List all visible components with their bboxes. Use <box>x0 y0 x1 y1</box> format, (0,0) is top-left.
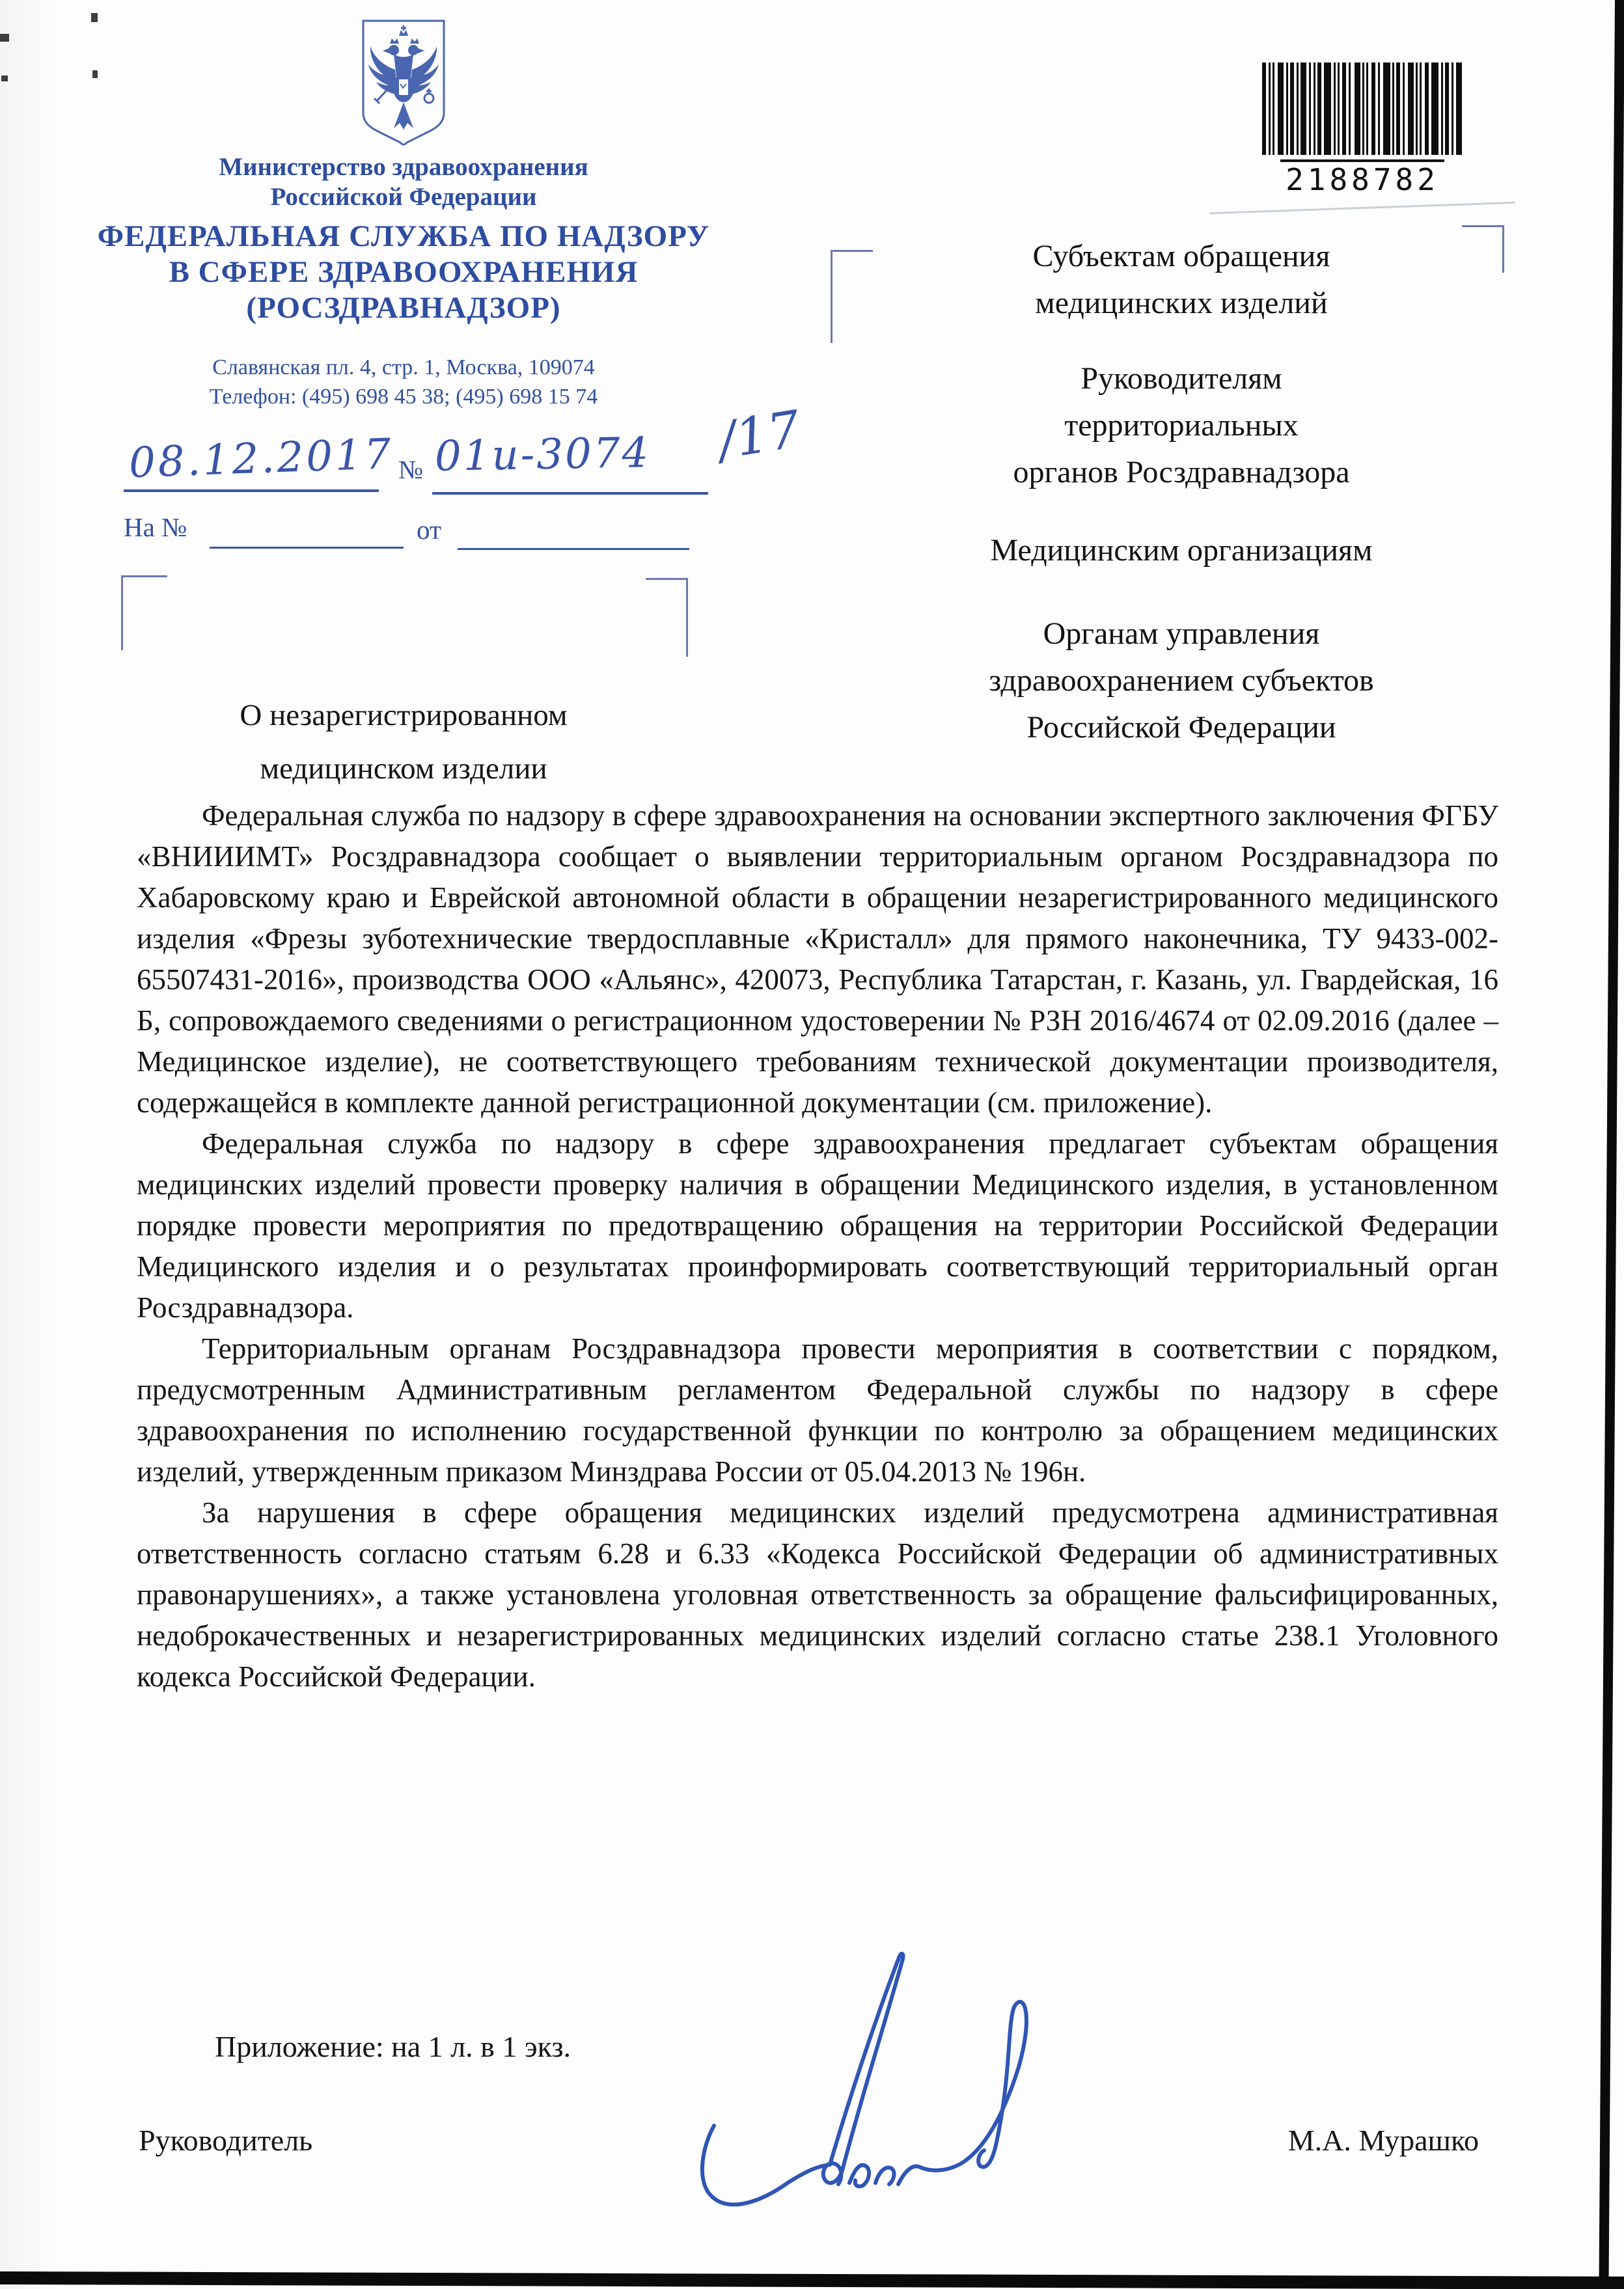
number-blank-line <box>432 492 708 495</box>
handwritten-date: 08.12.2017 <box>128 430 394 488</box>
scan-edge-artifact-bottom <box>0 2271 1624 2289</box>
addressee-group-subjects <box>872 233 1491 327</box>
signer-name: М.А. Мурашко <box>1287 2124 1479 2157</box>
addressee-line: медицинских изделий <box>1035 286 1328 320</box>
scan-speck-artifact <box>1 75 8 81</box>
body-paragraph-2: Федеральная служба по надзору в сфере здравоохранения предлагает субъектам обращения медицинских изделий провести проверку наличия в обращении Медицинского изделия, в установленном порядке провести мероприятия по предотвращению обращения на территории Российской Федерации Медицинского изделия и о результатах проинформировать соответствующий территориальный орган Росздравнадзора. <box>137 1127 1498 1324</box>
corner-bracket-addressee-left <box>831 250 873 343</box>
barcode <box>1261 62 1463 197</box>
corner-bracket-subject-right <box>646 578 688 657</box>
number-sign-label: № <box>398 455 424 484</box>
postal-address-block <box>104 353 703 411</box>
body-paragraph-1: Федеральная служба по надзору в сфере здравоохранения на основании экспертного заключения ФГБУ «ВНИИИМТ» Росздравнадзора сообщает о выявлении территориальным органом Росздравнадзора по Хабаровскому краю и Еврейской автономной области в обращении незарегистрированного медицинского изделия «Фрезы зуботехнические твердосплавные «Кристалл» для прямого наконечника, ТУ 9433-002-65507431-2016», производства ООО «Альянс», 420073, Республика Татарстан, г. Казань, ул. Гвардейская, 16 Б, сопровождаемого сведениями о регистрационном удостоверении № РЗН 2016/4674 от 02.09.2016 (далее – Медицинское изделие), не соответствующего требованиям технической документации производителя, содержащейся в комплекте данной регистрационной документации (см. приложение). <box>137 799 1498 1119</box>
ministry-name <box>104 152 703 212</box>
ministry-name-line2: Российской Федерации <box>270 183 537 211</box>
double-headed-eagle-icon <box>355 17 452 148</box>
addressee-line: Руководителям <box>1080 361 1282 396</box>
addressee-line: Медицинским организациям <box>990 533 1373 568</box>
date-blank-line <box>124 489 379 492</box>
addressee-line: здравоохранением субъектов <box>989 663 1374 698</box>
incoming-from-label: от <box>417 515 441 545</box>
scan-line-artifact <box>1209 202 1515 214</box>
addressee-line: Российской Федерации <box>1026 710 1336 745</box>
coat-of-arms-icon <box>355 17 452 148</box>
scan-speck-artifact <box>92 70 98 78</box>
incoming-number-label: На № <box>124 512 187 542</box>
scan-edge-artifact-right <box>1599 0 1624 2289</box>
addressee-line: органов Росздравнадзора <box>1013 455 1350 489</box>
subject-line2: медицинском изделии <box>260 752 547 786</box>
handwritten-outgoing-number: 01и-3074 <box>434 429 651 481</box>
service-name-line3: (РОСЗДРАВНАДЗОР) <box>246 291 561 325</box>
addressee-line: Органам управления <box>1043 616 1320 651</box>
ministry-name-line1: Министерство здравоохранения <box>219 153 588 181</box>
subject-line1: О незарегистрированном <box>240 698 568 732</box>
subject-title <box>111 689 696 795</box>
addressee-group-health-authorities <box>872 610 1491 751</box>
barcode-bars <box>1262 62 1463 155</box>
addressee-line: Субъектам обращения <box>1032 239 1330 273</box>
incoming-date-blank-line <box>458 548 689 550</box>
scan-speck-artifact <box>0 34 9 42</box>
postal-address: Славянская пл. 4, стр. 1, Москва, 109074 <box>212 355 595 379</box>
addressee-line: территориальных <box>1064 408 1299 443</box>
signature-icon <box>690 1924 1054 2230</box>
body-paragraph-3: Территориальным органам Росздравнадзора провести мероприятия в соответствии с порядком, предусмотренным Административным регламентом Федеральной службы по надзору в сфере здравоохранения по исполнению государственной функции по контролю за обращением медицинских изделий, утвержденным приказом Минздрава России от 05.04.2013 № 196н. <box>137 1332 1498 1488</box>
phone-numbers: Телефон: (495) 698 45 38; (495) 698 15 74 <box>209 385 598 409</box>
barcode-number: 2188782 <box>1280 159 1444 197</box>
attachment-note: Приложение: на 1 л. в 1 экз. <box>215 2030 571 2063</box>
corner-bracket-subject-left <box>121 575 167 650</box>
addressee-group-medical-organizations <box>872 527 1491 574</box>
handwritten-number-suffix: /17 <box>714 400 805 471</box>
scan-speck-artifact <box>91 13 98 22</box>
service-name-line2: В СФЕРЕ ЗДРАВООХРАНЕНИЯ <box>169 255 639 289</box>
service-name <box>91 219 716 326</box>
signature-autograph <box>690 1924 1054 2230</box>
body-paragraph-4: За нарушения в сфере обращения медицинских изделий предусмотрена административная ответственность согласно статьям 6.28 и 6.33 «Кодекса Российской Федерации об административных правонарушениях», а также установлена уголовная ответственность за обращение фальсифицированных, недоброкачественных и незарегистрированных медицинских изделий согласно статье 238.1 Уголовного кодекса Российской Федерации. <box>137 1496 1498 1693</box>
addressee-group-territorial-heads <box>872 355 1491 496</box>
service-name-line1: ФЕДЕРАЛЬНАЯ СЛУЖБА ПО НАДЗОРУ <box>97 219 710 253</box>
letter-body <box>137 795 1498 1697</box>
incoming-number-blank-line <box>210 547 404 549</box>
scan-shade-artifact <box>0 0 59 2289</box>
signer-position: Руководитель <box>139 2124 313 2157</box>
